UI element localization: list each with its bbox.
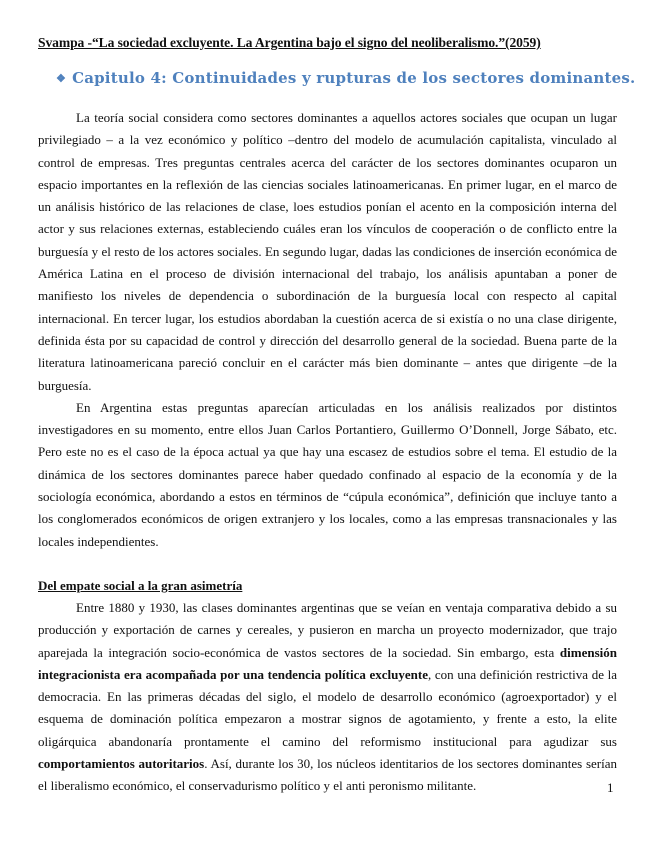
page-number: 1 xyxy=(607,780,614,795)
section-heading: Del empate social a la gran asimetría xyxy=(38,577,243,593)
section-paragraph-bold-1: dimensión integracionista era acompañada por una tendencia política excluyente xyxy=(38,644,617,682)
section-paragraph xyxy=(38,597,617,798)
chapter-heading-text: Capitulo 4: Continuidades y rupturas de los sectores dominantes. xyxy=(72,69,636,87)
paragraph-1: La teoría social considera como sectores dominantes a aquellos actores sociales que ocupan un lugar privilegiado – a la vez económico y político –dentro del modelo de acumulación capitalista, vinculado al control de empresas. Tres preguntas centrales acerca del carácter de los sectores dominantes ocuparon un espacio importantes en la reflexión de las ciencias sociales latinoamericanas. En primer lugar, en el marco de un análisis histórico de las relaciones de clase, loes estudios ponían el acento en la composición interna del actor y sus relaciones externas, estableciendo cuáles eran los vínculos de cooperación o de conflicto entre la burguesía y el resto de los actores sociales. En segundo lugar, dadas las condiciones de inserción económica de América Latina en el proceso de división internacional del trabajo, los análisis apuntaban a poner de manifiesto los niveles de dependencia o subordinación de la burguesía local con respecto al capital internacional. En tercer lugar, los estudios abordaban la cuestión acerca de si existía o no una clase dirigente, definida ésta por su capacidad de control y dirección del desarrollo general de la sociedad. Buena parte de la literatura latinoamericana pareció concluir en el carácter más bien dominante – antes que dirigente –de la burguesía. xyxy=(38,110,617,393)
paragraph-2: En Argentina estas preguntas aparecían articuladas en los análisis realizados por distintos investigadores en su momento, entre ellos Juan Carlos Portantiero, Guillermo O’Donnell, Jorge Sábato, etc. Pero este no es el caso de la época actual ya que hay una escasez de estudios sobre el tema. El estudio de la dinámica de los sectores dominantes parece haber quedado confinado al espacio de la economía y de la sociología económica, abordando a estos en términos de “cúpula económica”, definición que incluye tanto a los conglomerados económicos de origen extranjero y los locales, como a las empresas transnacionales y las locales independientes. xyxy=(38,399,617,549)
diamond-bullet-icon: ❖ xyxy=(56,72,67,85)
document-page xyxy=(38,34,636,798)
section-paragraph-part-3: . Así, durante los 30, los núcleos identitarios de los sectores dominantes serían el liberalismo económico, el conservadurismo político y el anti peronismo militante. xyxy=(38,756,618,794)
document-title: Svampa -“La sociedad excluyente. La Argentina bajo el signo del neoliberalismo.”(2059) xyxy=(38,35,541,50)
section-paragraph-part-2: , con una definición restrictiva de la democracia. En las primeras décadas del siglo, el modelo de desarrollo económico (agroexportador) y el esquema de dominación política empezaron a mostrar signos de agotamiento, y frente a esto, la elite oligárquica abandonaría prontamente el camino del reformismo institucional para agudizar sus xyxy=(38,666,618,749)
section-paragraph-bold-2: comportamientos autoritarios xyxy=(38,756,205,772)
chapter-heading xyxy=(38,68,636,90)
section-paragraph-part-1: Entre 1880 y 1930, las clases dominantes argentinas que se veían en ventaja comparativa debido a su producción y exportación de carnes y cereales, y pusieron en marcha un proyecto modernizador, que trajo aparejada la integración socio-económica de vastos sectores de la sociedad. Sin embargo, esta xyxy=(38,599,617,660)
